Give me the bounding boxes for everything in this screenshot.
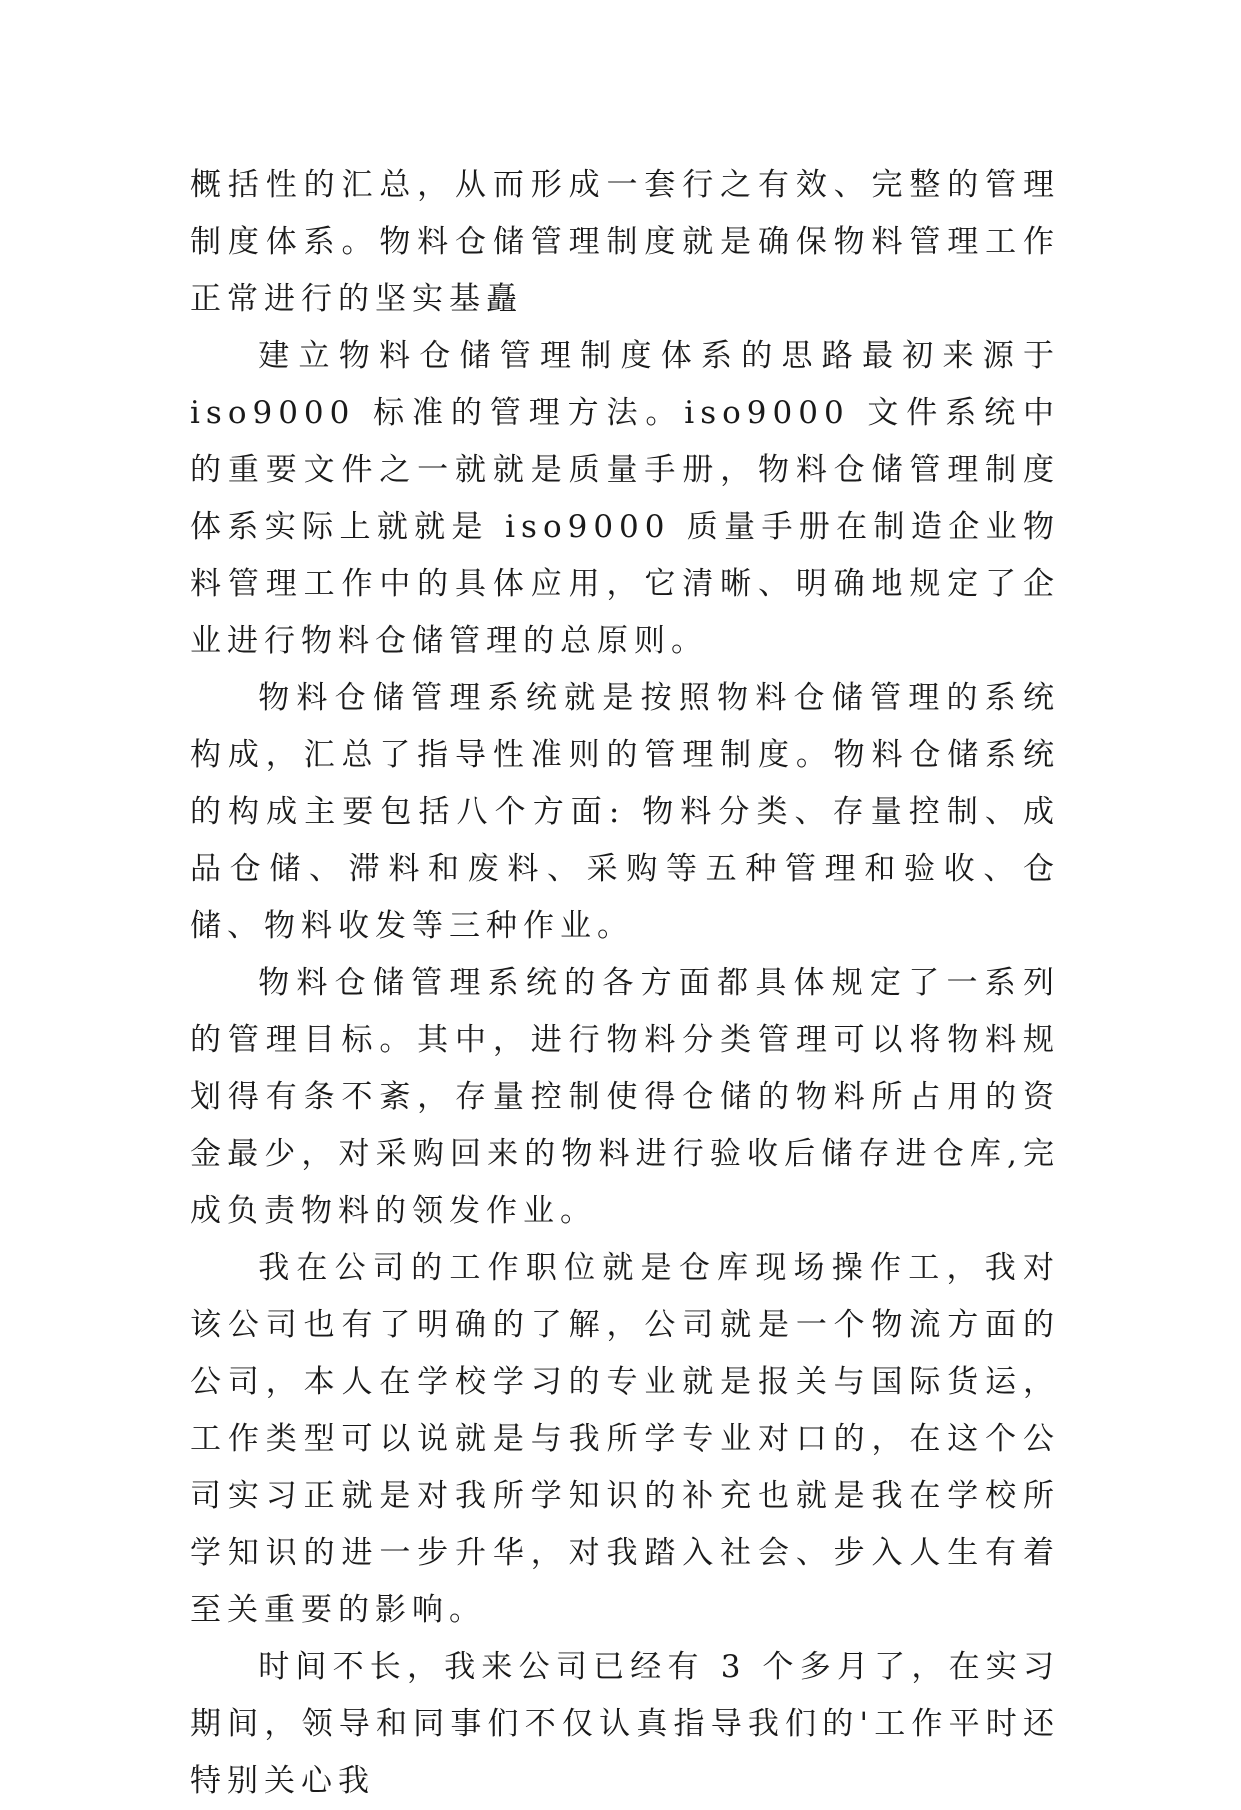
document-body — [190, 157, 1060, 1810]
paragraph-iso9000: 建立物料仓储管理制度体系的思路最初来源于 iso9000 标准的管理方法。iso9000 文件系统中的重要文件之一就就是质量手册，物料仓储管理制度体系实际上就就是 iso9000 质量手册在制造企业物料管理工作中的具体应用，它清晰、明确地规定了企业进行物料仓储管理的总原则。 — [190, 338, 1060, 659]
paragraph-internship-time: 时间不长，我来公司已经有 3 个多月了，在实习期间，领导和同事们不仅认真指导我们的'工作平时还特别关心我 — [190, 1649, 1060, 1799]
paragraph-continuation: 概括性的汇总，从而形成一套行之有效、完整的管理制度体系。物料仓储管理制度就是确保物料管理工作正常进行的坚实基矗 — [190, 167, 1060, 317]
paragraph-storage-system: 物料仓储管理系统就是按照物料仓储管理的系统构成，汇总了指导性准则的管理制度。物料仓储系统的构成主要包括八个方面: 物料分类、存量控制、成品仓储、滞料和废料、采购等五种管理和验收、仓储、物料收发等三种作业。 — [190, 680, 1060, 944]
paragraph-management-goals: 物料仓储管理系统的各方面都具体规定了一系列的管理目标。其中，进行物料分类管理可以将物料规划得有条不紊，存量控制使得仓储的物料所占用的资金最少，对采购回来的物料进行验收后储存进仓库,完成负责物料的领发作业。 — [190, 965, 1060, 1229]
paragraph-job-position: 我在公司的工作职位就是仓库现场操作工，我对该公司也有了明确的了解，公司就是一个物流方面的公司，本人在学校学习的专业就是报关与国际货运，工作类型可以说就是与我所学专业对口的，在这个公司实习正就是对我所学知识的补充也就是我在学校所学知识的进一步升华，对我踏入社会、步入人生有着至关重要的影响。 — [190, 1250, 1060, 1628]
